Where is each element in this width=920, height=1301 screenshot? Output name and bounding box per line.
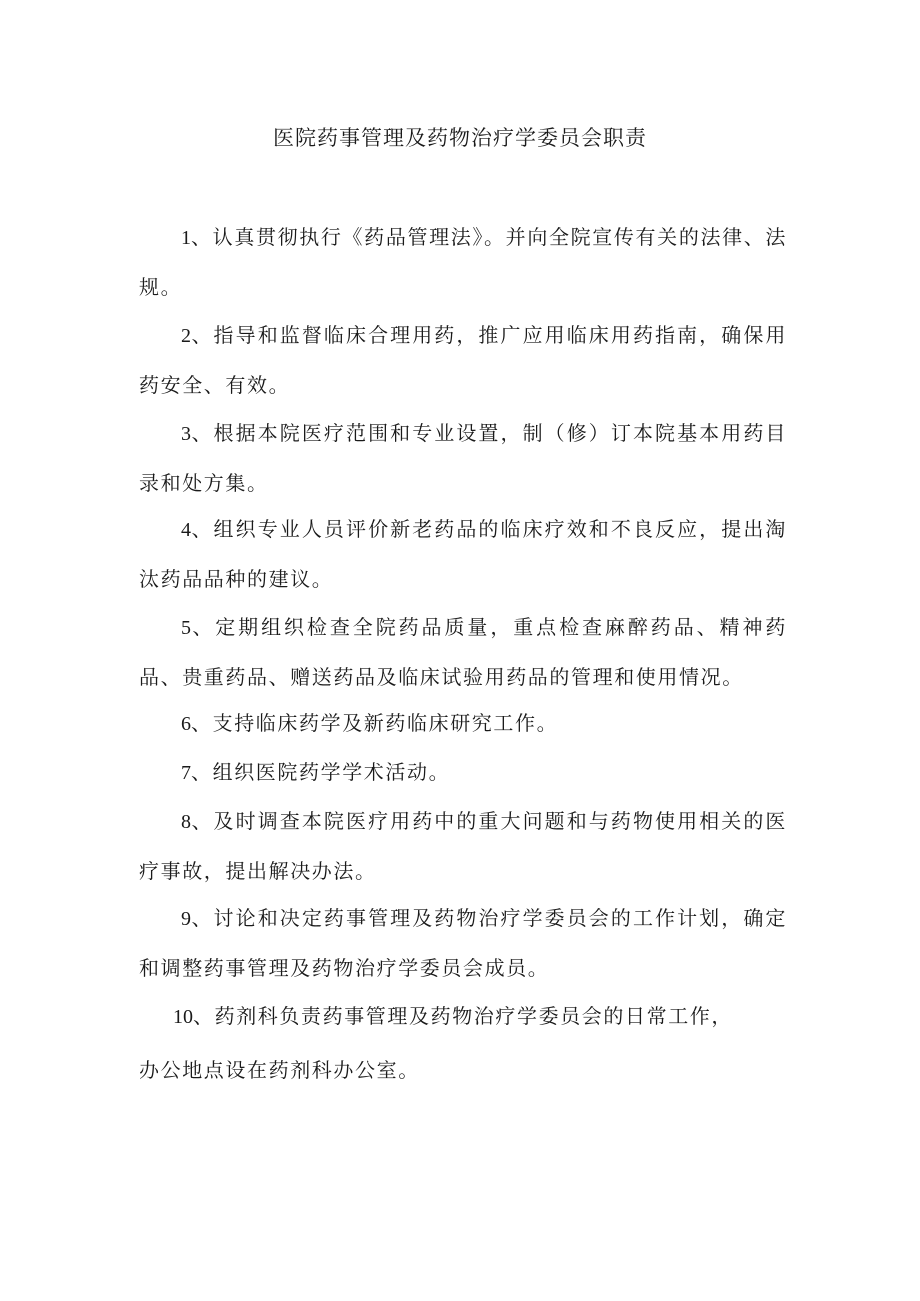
- duty-item-1: [139, 213, 787, 312]
- item-text: 、根据本院医疗范围和专业设置，制（修）订本院基本用药目录和处方集。: [139, 421, 787, 495]
- item-number: 5: [181, 617, 191, 639]
- document-title: 医院药事管理及药物治疗学委员会职责: [273, 126, 647, 150]
- item-number: 6: [181, 713, 191, 735]
- item-number: 10: [173, 1006, 193, 1028]
- item-text: 、认真贯彻执行《药品管理法》。并向全院宣传有关的法律、法规。: [139, 225, 787, 299]
- duty-item-8: [139, 797, 787, 896]
- duty-item-4: [139, 505, 787, 604]
- item-number: 3: [181, 423, 191, 445]
- item-number: 8: [181, 811, 191, 833]
- duty-item-5: [139, 603, 787, 702]
- item-number: 7: [181, 762, 191, 784]
- item-number: 2: [181, 325, 191, 347]
- duty-item-9: [139, 894, 787, 993]
- duty-item-2: [139, 311, 787, 410]
- item-text: 、及时调查本院医疗用药中的重大问题和与药物使用相关的医疗事故，提出解决办法。: [139, 809, 787, 883]
- item-text: 、组织专业人员评价新老药品的临床疗效和不良反应，提出淘汰药品品种的建议。: [139, 517, 787, 591]
- item-text: 、定期组织检查全院药品质量，重点检查麻醉药品、精神药品、贵重药品、赠送药品及临床试验用药品的管理和使用情况。: [139, 615, 787, 689]
- item-number: 4: [181, 519, 191, 541]
- duty-item-10: [139, 992, 787, 1042]
- duty-item-3: [139, 409, 787, 508]
- duty-item-6: [139, 699, 787, 749]
- item-text: 、指导和监督临床合理用药，推广应用临床用药指南，确保用药安全、有效。: [139, 323, 787, 397]
- item-number: 1: [181, 227, 191, 249]
- duty-item-7: [139, 748, 787, 798]
- item-text: 、组织医院药学学术活动。: [191, 760, 451, 784]
- item-number: 9: [181, 908, 191, 930]
- closing-line: 办公地点设在药剂科办公室。: [139, 1058, 420, 1082]
- item-text: 、讨论和决定药事管理及药物治疗学委员会的工作计划，确定和调整药事管理及药物治疗学委员会成员。: [139, 906, 787, 980]
- item-text: 、支持临床药学及新药临床研究工作。: [191, 711, 559, 735]
- item-text: 、药剂科负责药事管理及药物治疗学委员会的日常工作，: [193, 1004, 733, 1028]
